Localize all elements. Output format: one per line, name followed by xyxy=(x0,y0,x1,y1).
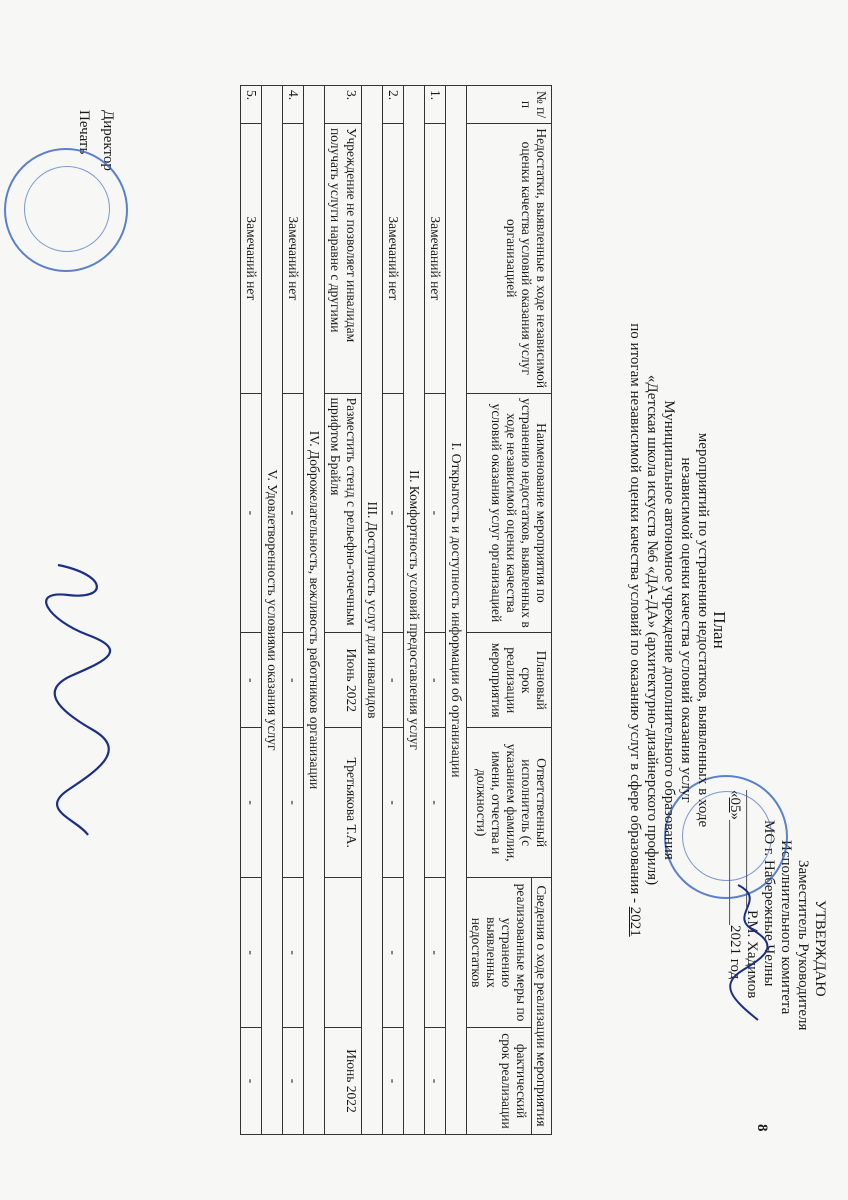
header-num: № п/п xyxy=(467,86,552,124)
header-responsible: Ответственный исполнитель (с указанием фамилии, имени, отчества и должности) xyxy=(467,728,552,878)
header-actual-deadline: фактический срок реализации xyxy=(467,1028,532,1135)
section-title: III. Доступность услуг для инвалидов xyxy=(362,86,383,1135)
approval-day: 05 xyxy=(727,797,743,813)
approval-year: 2021 год xyxy=(727,925,743,980)
section-title: II. Комфортность условий предоставления услуг xyxy=(404,86,425,1135)
approval-signature-line: ________________Р.М. Хадимов xyxy=(744,790,760,999)
stamp-inner-ring xyxy=(24,166,110,252)
plan-title xyxy=(626,200,728,1060)
approval-position: Заместитель Руководителя xyxy=(795,860,811,1031)
round-stamp-school xyxy=(4,148,128,272)
approval-city: МО г. Набережные Челны xyxy=(761,820,777,987)
plan-table xyxy=(240,85,552,1135)
stamp-label: Печать xyxy=(76,110,92,155)
approval-heading: УТВЕРЖДАЮ xyxy=(812,900,828,997)
table-row: 2. Замечаний нет - - - - - xyxy=(383,86,404,1135)
title-line-5: по итогам независимой оценки качества условий по оказанию услуг в сфере образования - 2021 xyxy=(627,323,643,937)
table-row: 3. Учреждение не позволяет инвалидам получать услуги наравне с другими Разместить стенд с рельефно-точечным шрифтом Брайля Июнь 2022 Третьякова Т.А. Июнь 2022 xyxy=(325,86,362,1135)
table-row: 5. Замечаний нет - - - - - xyxy=(241,86,262,1135)
approval-name: Р.М. Хадимов xyxy=(744,910,760,999)
header-info-group: Сведения о ходе реализации мероприятия xyxy=(532,878,552,1135)
section-title: I. Открытость и доступность информации об организации xyxy=(446,86,467,1135)
header-deadline: Плановый срок реализации мероприятия xyxy=(467,633,552,728)
header-measure: Наименование мероприятия по устранению недостатков, выявленных в ходе независимой оценки качества условий оказания услуг организацией xyxy=(467,393,552,633)
approval-committee: Исполнительного комитета xyxy=(778,840,794,1015)
page-number: 8 xyxy=(754,1124,770,1132)
header-measures-taken: реализованные меры по устранению выявленных недостатков xyxy=(467,878,532,1028)
header-deficiency: Недостатки, выявленные в ходе независимой оценки качества условий оказания услуг организацией xyxy=(467,123,552,393)
director-signature xyxy=(38,560,118,840)
section-title: IV. Доброжелательность, вежливость работников организации xyxy=(304,86,325,1135)
title-line-2: независимой оценки качества условий оказания услуг xyxy=(678,457,694,803)
approval-date-line: «05»______________2021 год xyxy=(727,790,743,980)
title-word: План xyxy=(710,611,729,649)
table-row: 4. Замечаний нет - - - - - xyxy=(283,86,304,1135)
section-title: V. Удовлетворенность условиями оказания услуг xyxy=(262,86,283,1135)
title-line-1: мероприятий по устранению недостатков, выявленных в ходе xyxy=(695,432,711,828)
table-row: 1. Замечаний нет - - - - - xyxy=(425,86,446,1135)
director-label: Директор xyxy=(100,110,116,171)
title-line-3: Муниципальное автономное учреждение дополнительного образования xyxy=(661,400,677,860)
title-line-4: «Детская школа искусств №6 «ДА-ДА» (архитектурно-дизайнерского профиля) xyxy=(644,374,660,886)
